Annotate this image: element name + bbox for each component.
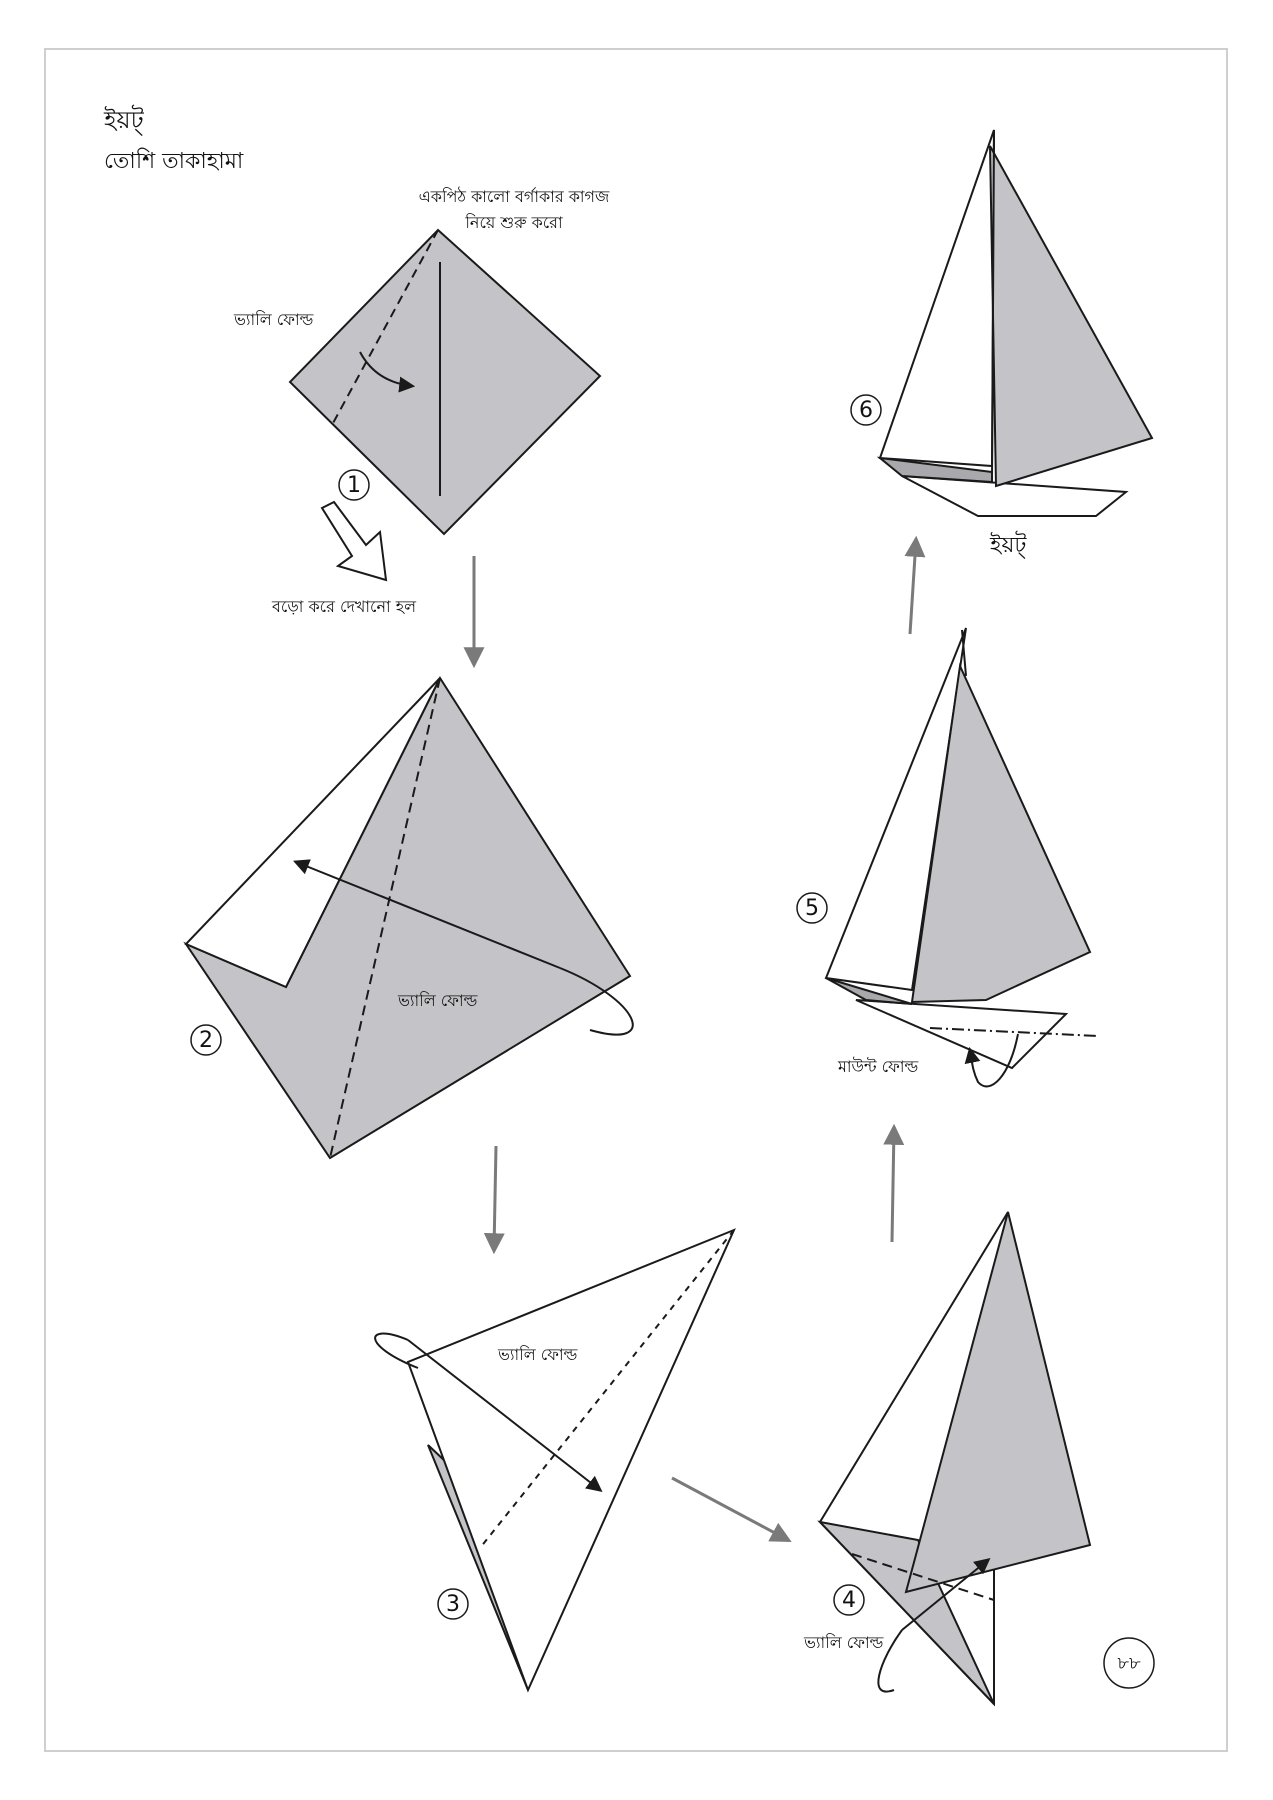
step-1-valley-fold-label: ভ্যালি ফোল্ড xyxy=(234,310,314,329)
enlarge-arrow-icon xyxy=(322,502,386,580)
step-3-diagram xyxy=(375,1230,734,1690)
start-note-line1: একপিঠ কালো বর্গাকার কাগজ xyxy=(418,187,610,206)
step-3-number: 3 xyxy=(446,1592,460,1617)
step-4-valley-fold-label: ভ্যালি ফোল্ড xyxy=(804,1633,884,1652)
step-2-diagram xyxy=(186,678,633,1158)
step-2-number: 2 xyxy=(199,1028,213,1053)
step-6-white-sail xyxy=(880,130,994,466)
step-2-valley-fold-label: ভ্যালি ফোল্ড xyxy=(398,991,478,1010)
step-4-diagram xyxy=(803,1212,1090,1704)
step-1-diagram xyxy=(233,230,600,534)
flow-arrow-step3-to-step4 xyxy=(672,1478,788,1540)
step-1-square-paper xyxy=(290,230,600,534)
result-label: ইয়ট্ xyxy=(990,533,1027,558)
step-3-white-paper xyxy=(408,1230,734,1690)
flow-arrow-step2-to-step3 xyxy=(494,1146,496,1250)
step-5-mount-fold-label: মাউন্ট ফোল্ড xyxy=(838,1057,919,1076)
author-name: তোশি তাকাহামা xyxy=(104,149,244,174)
step-6-number: 6 xyxy=(859,398,873,423)
step-3-valley-fold-label: ভ্যালি ফোল্ড xyxy=(498,1345,578,1364)
page-title: ইয়ট্ xyxy=(104,106,144,134)
step-6-hull xyxy=(902,476,1126,516)
step-5-diagram xyxy=(826,628,1098,1086)
start-note-line2: নিয়ে শুরু করো xyxy=(465,213,563,232)
page-number: ৮৮ xyxy=(1117,1653,1141,1674)
flow-arrow-step5-to-step6 xyxy=(910,540,916,634)
step-6-gray-sail xyxy=(990,146,1152,486)
enlarged-note: বড়ো করে দেখানো হল xyxy=(272,597,417,616)
flow-arrow-step4-to-step5 xyxy=(892,1128,894,1242)
step-1-number: 1 xyxy=(347,473,361,498)
step-6-diagram xyxy=(880,130,1152,516)
step-4-number: 4 xyxy=(842,1588,856,1613)
step-5-number: 5 xyxy=(805,896,819,921)
